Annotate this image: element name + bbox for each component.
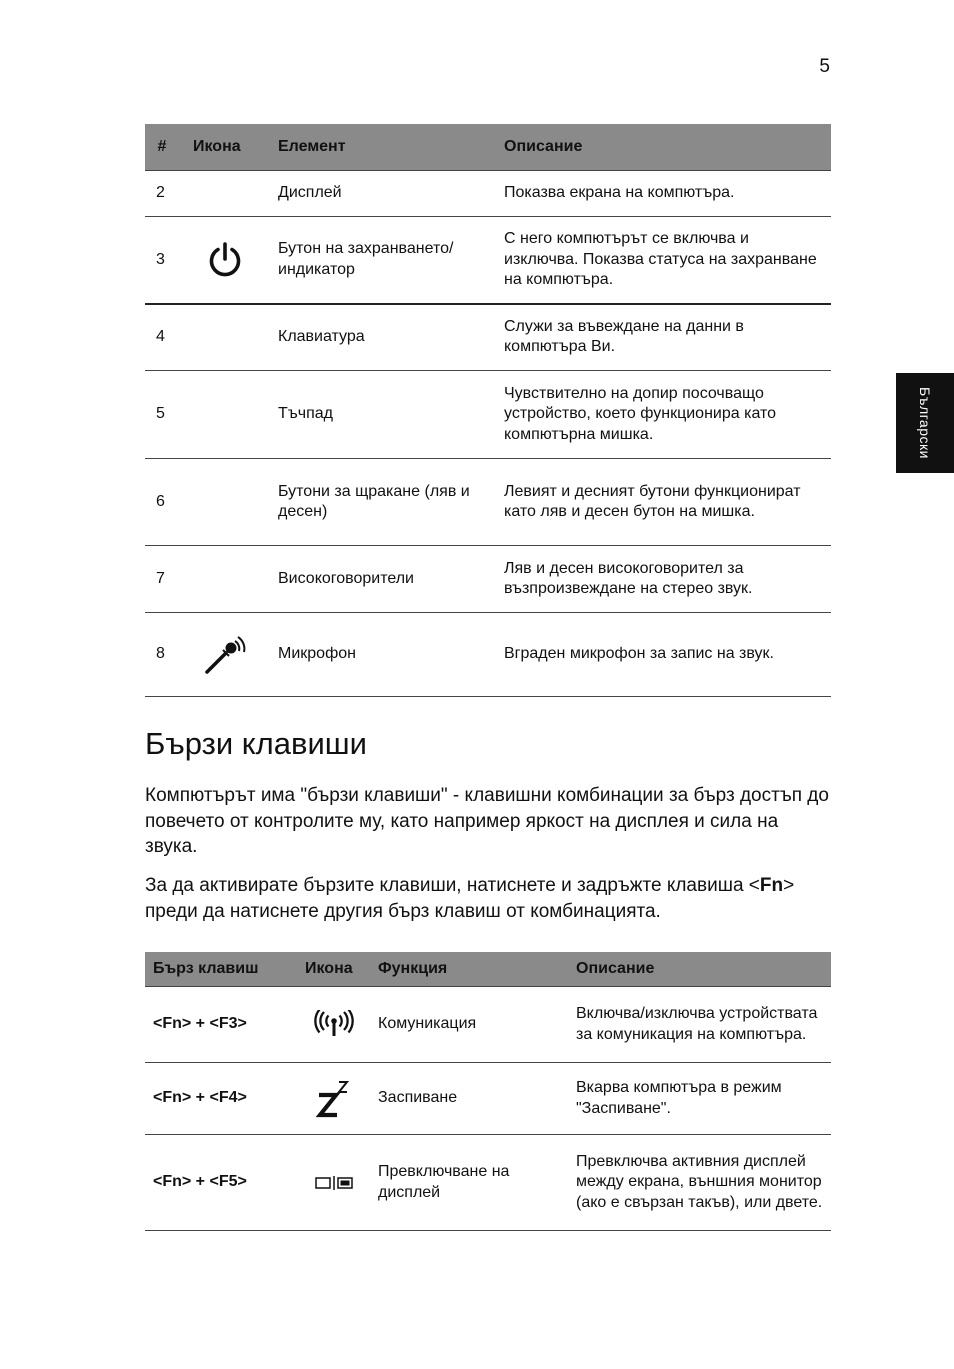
row-description: Превключва активния дисплей между екрана, външния монитор (ако е свързан такъв), или двете.	[568, 1135, 831, 1231]
row-description: Вграден микрофон за запис на звук.	[496, 613, 831, 697]
header-element: Елемент	[270, 124, 496, 171]
header-number: #	[145, 124, 179, 171]
row-hotkey: <Fn> + <F5>	[145, 1135, 297, 1231]
header-description: Описание	[568, 952, 831, 987]
row-description: Чувствително на допир посочващо устройство, което функционира като компютърна мишка.	[496, 371, 831, 459]
table-row	[145, 1063, 831, 1135]
components-table-header	[145, 124, 831, 171]
row-icon-cell	[297, 987, 370, 1063]
row-icon-cell	[297, 1063, 370, 1135]
hotkeys-table-header	[145, 952, 831, 987]
row-function: Заспиване	[370, 1063, 568, 1135]
table-row	[145, 217, 831, 304]
row-hotkey: <Fn> + <F4>	[145, 1063, 297, 1135]
row-icon-cell	[179, 371, 270, 459]
row-description: Служи за въвеждане на данни в компютъра Ви.	[496, 304, 831, 371]
table-row	[145, 613, 831, 697]
row-icon-cell	[179, 613, 270, 697]
table-row	[145, 459, 831, 546]
row-number: 5	[145, 371, 179, 459]
row-icon-cell	[179, 171, 270, 217]
table-row	[145, 546, 831, 613]
row-description: С него компютърът се включва и изключва. Показва статуса на захранване на компютъра.	[496, 217, 831, 304]
page-number: 5	[819, 56, 830, 77]
row-element: Тъчпад	[270, 371, 496, 459]
row-hotkey: <Fn> + <F3>	[145, 987, 297, 1063]
row-number: 7	[145, 546, 179, 613]
fn-key-label: Fn	[759, 875, 784, 896]
language-tab	[896, 373, 954, 473]
row-function: Превключване на дисплей	[370, 1135, 568, 1231]
row-icon-cell	[297, 1135, 370, 1231]
sleep-icon	[316, 1079, 352, 1119]
power-icon	[205, 240, 245, 280]
row-description: Левият и десният бутони функционират като ляв и десен бутон на мишка.	[496, 459, 831, 546]
microphone-icon	[201, 632, 249, 678]
row-number: 2	[145, 171, 179, 217]
header-icon: Икона	[179, 124, 270, 171]
row-element: Бутон на захранването/ индикатор	[270, 217, 496, 304]
row-number: 8	[145, 613, 179, 697]
header-function: Функция	[370, 952, 568, 987]
row-description: Включва/изключва устройствата за комуникация на компютъра.	[568, 987, 831, 1063]
row-element: Бутони за щракане (ляв и десен)	[270, 459, 496, 546]
row-element: Дисплей	[270, 171, 496, 217]
intro-paragraph: Компютърът има "бързи клавиши" - клавишни комбинации за бърз достъп до повечето от контролите му, като например яркост на дисплея и сила на звука.	[145, 785, 829, 857]
display-toggle-icon	[314, 1175, 354, 1191]
row-description: Показва екрана на компютъра.	[496, 171, 831, 217]
row-element: Клавиатура	[270, 304, 496, 371]
row-icon-cell	[179, 459, 270, 546]
section-title: Бързи клавиши	[145, 726, 367, 761]
row-number: 6	[145, 459, 179, 546]
row-element: Високоговорители	[270, 546, 496, 613]
components-table	[145, 124, 831, 697]
wireless-icon	[314, 1010, 354, 1040]
language-tab-label: Български	[917, 387, 933, 459]
table-row	[145, 371, 831, 459]
header-description: Описание	[496, 124, 831, 171]
table-row	[145, 987, 831, 1063]
table-row	[145, 304, 831, 371]
row-icon-cell	[179, 217, 270, 304]
hotkeys-table	[145, 952, 831, 1231]
row-description: Вкарва компютъра в режим "Заспиване".	[568, 1063, 831, 1135]
instruction-text-start: За да активирате бързите клавиши, натиснете и задръжте клавиша <	[145, 875, 760, 896]
table-row	[145, 1135, 831, 1231]
instruction-text-end: > преди да натиснете другия бърз клавиш от комбинацията.	[145, 875, 795, 922]
row-number: 4	[145, 304, 179, 371]
table-row	[145, 171, 831, 217]
instruction-paragraph	[145, 873, 835, 924]
row-icon-cell	[179, 546, 270, 613]
header-hotkey: Бърз клавиш	[145, 952, 297, 987]
row-icon-cell	[179, 304, 270, 371]
row-description: Ляв и десен високоговорител за възпроизвеждане на стерео звук.	[496, 546, 831, 613]
row-function: Комуникация	[370, 987, 568, 1063]
header-icon: Икона	[297, 952, 370, 987]
row-element: Микрофон	[270, 613, 496, 697]
row-number: 3	[145, 217, 179, 304]
